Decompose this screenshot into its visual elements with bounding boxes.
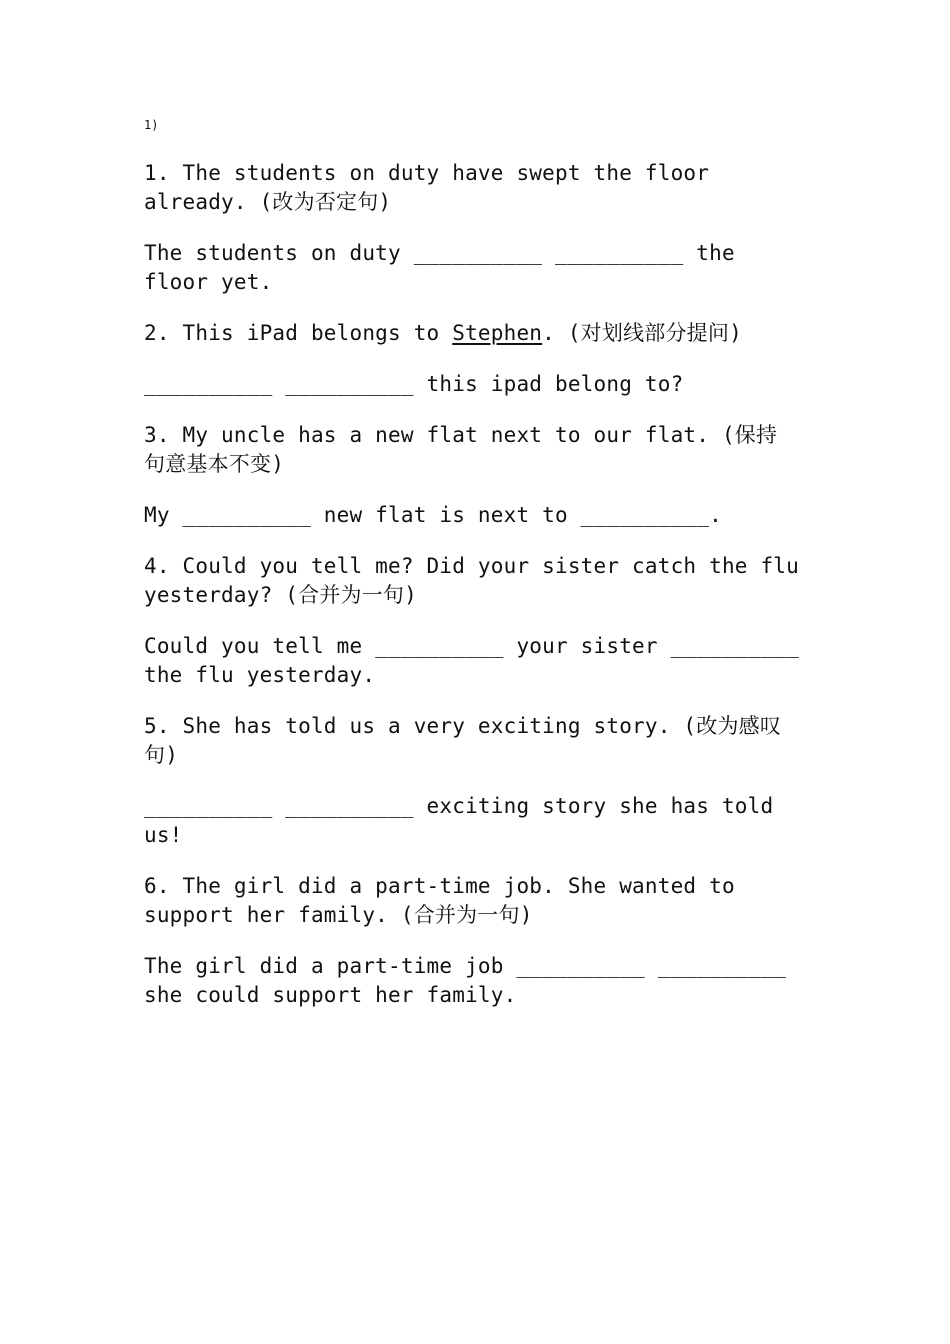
question-5-line-1: 5. She has told us a very exciting story. (改为感叹 (144, 714, 782, 738)
answer-3-line-1: My __________ new flat is next to __________. (144, 503, 722, 527)
section-label: 1) (144, 118, 159, 132)
question-4-line-1: 4. Could you tell me? Did your sister catch the flu (144, 554, 799, 578)
answer-3 (144, 501, 804, 530)
question-2-suffix: . (对划线部分提问) (542, 321, 742, 345)
answer-4 (144, 632, 804, 690)
question-6-line-2: support her family. (合并为一句) (144, 903, 533, 927)
question-3 (144, 421, 804, 479)
question-3-line-1: 3. My uncle has a new flat next to our flat. (保持 (144, 423, 778, 447)
question-4-line-2: yesterday? (合并为一句) (144, 583, 417, 607)
answer-6-line-2: she could support her family. (144, 983, 517, 1007)
answer-4-line-1: Could you tell me __________ your sister __________ (144, 634, 799, 658)
answer-4-line-2: the flu yesterday. (144, 663, 376, 687)
question-5 (144, 712, 804, 770)
question-2-prefix: 2. This iPad belongs to (144, 321, 453, 345)
answer-1-line-1: The students on duty __________ __________ the (144, 241, 735, 265)
answer-1 (144, 239, 804, 297)
question-4 (144, 552, 804, 610)
answer-2-line-1: __________ __________ this ipad belong to? (144, 372, 684, 396)
answer-5-line-2: us! (144, 823, 183, 847)
question-6 (144, 872, 804, 930)
question-2 (144, 319, 804, 348)
question-1-line-2: already. (改为否定句) (144, 190, 392, 214)
question-1 (144, 159, 804, 217)
answer-1-line-2: floor yet. (144, 270, 273, 294)
answer-6 (144, 952, 804, 1010)
answer-5-line-1: __________ __________ exciting story she has told (144, 794, 774, 818)
answer-5 (144, 792, 804, 850)
answer-2 (144, 370, 804, 399)
underlined-word: Stephen (452, 321, 543, 345)
question-3-line-2: 句意基本不变) (144, 452, 285, 476)
question-5-line-2: 句) (144, 743, 179, 767)
question-6-line-1: 6. The girl did a part-time job. She wanted to (144, 874, 735, 898)
exercise-content (144, 159, 804, 1032)
question-1-line-1: 1. The students on duty have swept the floor (144, 161, 710, 185)
answer-6-line-1: The girl did a part-time job __________ __________ (144, 954, 787, 978)
